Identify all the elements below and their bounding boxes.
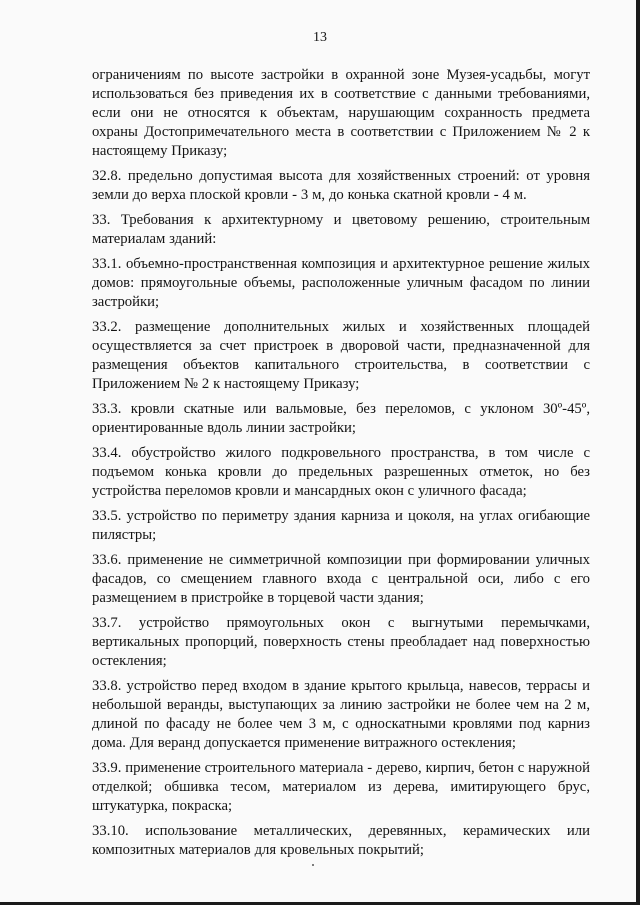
page-number: 13 <box>313 30 327 45</box>
paragraph-33-7: 33.7. устройство прямоугольных окон с выгнутыми перемычками, вертикальных пропорций, поверхность стены преобладает над поверхностью остекления; <box>92 615 590 669</box>
paragraph-33-3: 33.3. кровли скатные или вальмовые, без переломов, с уклоном 30º-45º, ориентированные вдоль линии застройки; <box>92 401 590 436</box>
paragraph-33-10: 33.10. использование металлических, деревянных, керамических или композитных материалов для кровельных покрытий; <box>92 823 590 858</box>
scan-artifact-dot <box>312 864 314 866</box>
page-border-right <box>636 0 640 905</box>
paragraph-33-6: 33.6. применение не симметричной композиции при формировании уличных фасадов, со смещением главного входа с центральной оси, либо с его размещением в пристройке в торцевой части здания; <box>92 552 590 606</box>
paragraph-33-2: 33.2. размещение дополнительных жилых и хозяйственных площадей осуществляется за счет пристроек в дворовой части, предназначенной для размещения объектов капитального строительства, в соответствии с Приложением № 2 к настоящему Приказу; <box>92 319 590 392</box>
document-body <box>92 66 590 866</box>
paragraph-33: 33. Требования к архитектурному и цветовому решению, строительным материалам зданий: <box>92 212 590 247</box>
paragraph-32-8: 32.8. предельно допустимая высота для хозяйственных строений: от уровня земли до верха плоской кровли - 3 м, до конька скатной кровли - 4 м. <box>92 168 590 203</box>
paragraph-33-1: 33.1. объемно-пространственная композиция и архитектурное решение жилых домов: прямоугольные объемы, расположенные уличным фасадом по линии застройки; <box>92 256 590 310</box>
paragraph-continuation: ограничениям по высоте застройки в охранной зоне Музея-усадьбы, могут использоваться без приведения их в соответствие с данными требованиями, если они не относятся к объектам, нарушающим сохранность предмета охраны Достопримечательного места в соответствии с Приложением № 2 к настоящему Приказу; <box>92 67 590 159</box>
paragraph-33-5: 33.5. устройство по периметру здания карниза и цоколя, на углах огибающие пилястры; <box>92 508 590 543</box>
paragraph-33-8: 33.8. устройство перед входом в здание крытого крыльца, навесов, террасы и небольшой веранды, выступающих за линию застройки не более чем на 2 м, длиной по фасаду не более чем 3 м, с односкатными кровлями под карниз дома. Для веранд допускается применение витражного остекления; <box>92 678 590 751</box>
paragraph-33-4: 33.4. обустройство жилого подкровельного пространства, в том числе с подъемом конька кровли до предельных разрешенных отметок, но без устройства переломов кровли и мансардных окон с уличного фасада; <box>92 445 590 499</box>
paragraph-33-9: 33.9. применение строительного материала - дерево, кирпич, бетон с наружной отделкой; обшивка тесом, материалом из дерева, имитирующего брус, штукатурка, покраска; <box>92 760 590 814</box>
